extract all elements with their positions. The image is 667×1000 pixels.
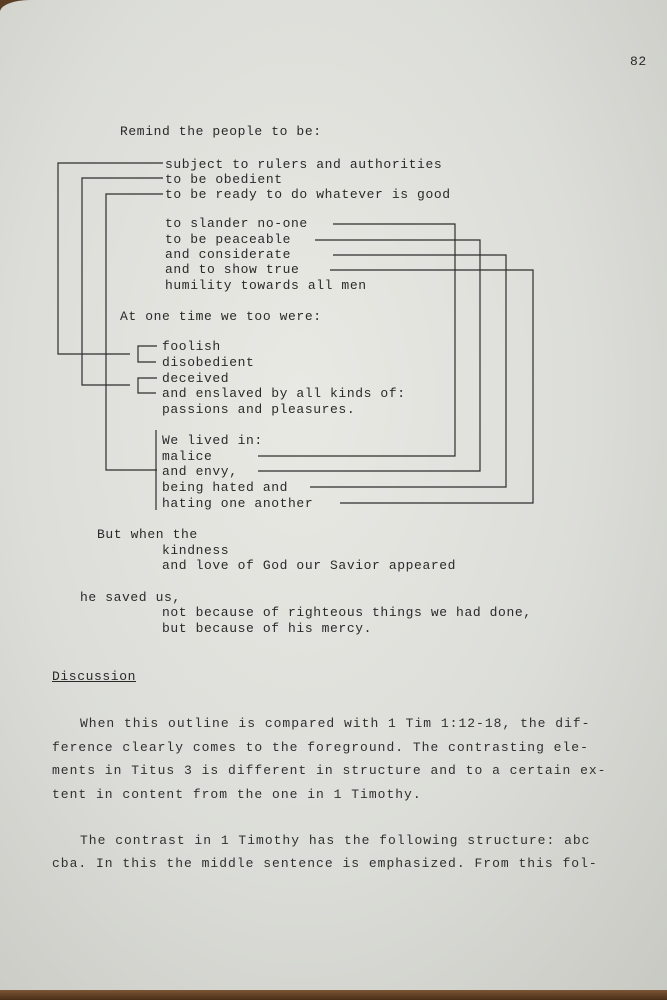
outline-item-b5: humility towards all men	[165, 278, 367, 293]
outline-item-b2: to be peaceable	[165, 232, 292, 247]
reason-line-1: not because of righteous things we had done,	[162, 605, 532, 620]
outline-item-d1: We lived in:	[162, 433, 263, 448]
reason-line-2: but because of his mercy.	[162, 621, 373, 636]
outline-item-a2: to be obedient	[165, 172, 283, 187]
outline-item-d3: and envy,	[162, 464, 238, 479]
he-saved-line: he saved us,	[80, 590, 181, 605]
outline-item-d2: malice	[162, 449, 213, 464]
outline-item-d4: being hated and	[162, 480, 289, 495]
kindness-line-2: and love of God our Savior appeared	[162, 558, 457, 573]
para1-line-1: When this outline is compared with 1 Tim 1:12-18, the dif-	[80, 716, 591, 731]
para2-line-1: The contrast in 1 Timothy has the following structure: abc	[80, 833, 591, 848]
outline-item-a3: to be ready to do whatever is good	[165, 187, 451, 202]
outline-item-d5: hating one another	[162, 496, 314, 511]
para1-line-4: tent in content from the one in 1 Timothy.	[52, 787, 422, 802]
outline-item-b4: and to show true	[165, 262, 300, 277]
para1-line-2: ference clearly comes to the foreground. The contrasting ele-	[52, 740, 589, 755]
outline-item-c3: deceived	[162, 371, 230, 386]
outline-item-a1: subject to rulers and authorities	[165, 157, 443, 172]
para2-line-2: cba. In this the middle sentence is emphasized. From this fol-	[52, 856, 598, 871]
outline-item-c1: foolish	[162, 339, 221, 354]
outline-item-b1: to slander no-one	[165, 216, 308, 231]
discussion-heading: Discussion	[52, 669, 137, 684]
past-heading: At one time we too were:	[120, 309, 322, 324]
outline-item-b3: and considerate	[165, 247, 292, 262]
outline-heading: Remind the people to be:	[120, 124, 322, 139]
but-when-line: But when the	[97, 527, 198, 542]
kindness-line-1: kindness	[162, 543, 230, 558]
outline-item-c5: passions and pleasures.	[162, 402, 356, 417]
outline-item-c4: and enslaved by all kinds of:	[162, 386, 406, 401]
desk-edge	[0, 990, 667, 1000]
para1-line-3: ments in Titus 3 is different in structure and to a certain ex-	[52, 763, 607, 778]
outline-item-c2: disobedient	[162, 355, 255, 370]
page-number: 82	[630, 54, 647, 69]
